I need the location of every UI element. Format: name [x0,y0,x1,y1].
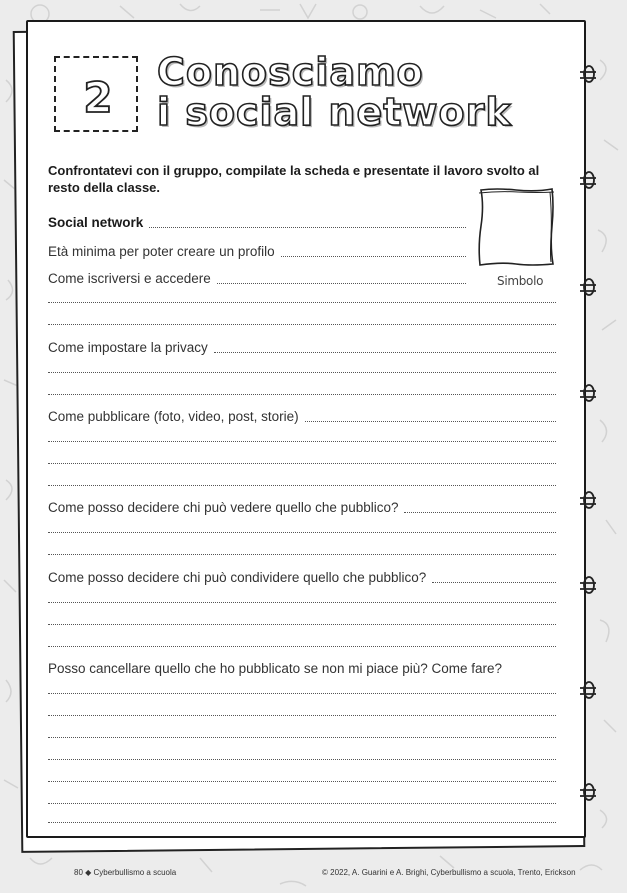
social-network-label: Social network [48,215,144,230]
eta-minima-row [48,244,466,260]
answer-line[interactable] [48,646,556,647]
answer-line[interactable] [48,394,556,395]
answer-line[interactable] [48,737,556,738]
answer-line[interactable] [48,781,556,782]
answer-line[interactable] [48,485,556,486]
answer-line[interactable] [48,441,556,442]
answer-line[interactable] [48,602,556,603]
answer-line[interactable] [48,302,556,303]
privacy-row [48,340,556,356]
iscriversi-label: Come iscriversi e accedere [48,271,211,286]
footer-page-info: 80 ◆ Cyberbullismo a scuola [74,868,177,877]
pubblicare-row [48,409,556,425]
chi-condivide-row [48,570,556,586]
page-title [157,52,537,132]
answer-line[interactable] [48,715,556,716]
social-network-row [48,215,466,231]
chi-condivide-label: Come posso decidere chi può condividere quello che pubblico? [48,570,427,585]
eta-minima-answer-line[interactable] [281,255,466,257]
iscriversi-answer-line[interactable] [217,282,466,284]
social-network-answer-line[interactable] [149,226,466,228]
answer-line[interactable] [48,463,556,464]
instructions-text: Confrontatevi con il gruppo, compilate la scheda e presentate il lavoro svolto al resto della classe. [48,163,540,195]
symbol-drawing-frame[interactable] [476,186,556,268]
activity-number-box [54,56,138,132]
answer-line[interactable] [48,532,556,533]
footer-copyright: © 2022, A. Guarini e A. Brighi, Cyberbullismo a scuola, Trento, Erickson [322,868,576,877]
answer-line[interactable] [48,372,556,373]
cancellare-row [48,661,556,677]
answer-line[interactable] [48,803,556,804]
iscriversi-row [48,271,466,287]
chi-vede-answer-line[interactable] [404,511,556,513]
answer-line[interactable] [48,324,556,325]
cancellare-label: Posso cancellare quello che ho pubblicato se non mi piace più? Come fare? [48,661,503,676]
answer-line[interactable] [48,822,556,823]
chi-vede-label: Come posso decidere chi può vedere quello che pubblico? [48,500,399,515]
title-line-1: Conosciamo [157,50,424,94]
pubblicare-answer-line[interactable] [305,420,556,422]
title-line-2: i social network [157,90,512,134]
answer-line[interactable] [48,693,556,694]
activity-number: 2 [83,73,113,122]
privacy-answer-line[interactable] [214,351,556,353]
chi-vede-row [48,500,556,516]
privacy-label: Come impostare la privacy [48,340,208,355]
answer-line[interactable] [48,759,556,760]
eta-minima-label: Età minima per poter creare un profilo [48,244,275,259]
answer-line[interactable] [48,554,556,555]
pubblicare-label: Come pubblicare (foto, video, post, storie) [48,409,299,424]
answer-line[interactable] [48,624,556,625]
chi-condivide-answer-line[interactable] [432,581,556,583]
symbol-label: Simbolo [497,274,544,288]
